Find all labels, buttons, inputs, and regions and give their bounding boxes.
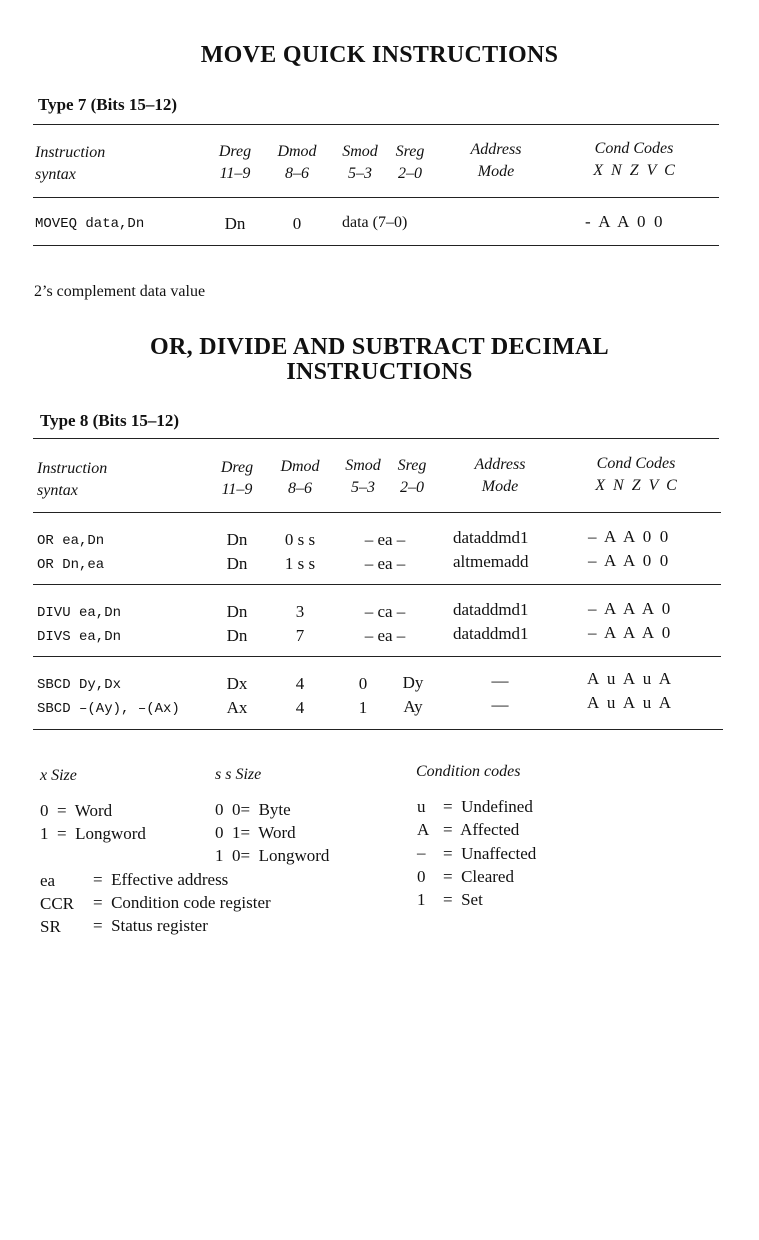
hdr-dmod: Dmod 8–6: [277, 143, 317, 182]
row-dmod: 0: [292, 214, 302, 233]
row-ea: – ea –: [364, 626, 406, 645]
row-sreg: Ay: [403, 697, 423, 716]
row-mode: —: [491, 695, 509, 714]
section1-note: 2’s complement data value: [34, 283, 206, 300]
section2-type-label: Type 8 (Bits 15–12): [40, 411, 179, 430]
row-dmod: 1 s s: [284, 554, 316, 573]
row-syntax: SBCD –(Ay), –(Ax): [37, 701, 180, 717]
hdr-sreg: Sreg 2–0: [397, 457, 427, 496]
row-cond: A u A u A: [587, 693, 672, 712]
row-smod: 1: [358, 698, 368, 717]
hdr-address-mode: Address Mode: [470, 141, 522, 180]
row-dmod: 0 s s: [284, 530, 316, 549]
row-mode: altmemadd: [453, 552, 529, 571]
row-cond: - A A 0 0: [585, 212, 663, 231]
hdr-address-mode: Address Mode: [474, 456, 526, 495]
legend-cond-key: u: [417, 797, 426, 816]
legend-sssize-heading: s s Size: [215, 766, 262, 783]
section2-rule-3: [33, 656, 721, 657]
hdr-smod: Smod 5–3: [345, 457, 381, 496]
row-syntax: DIVS ea,Dn: [37, 629, 122, 645]
row-mode: dataddmd1: [453, 624, 529, 643]
row-dreg: Dn: [224, 214, 246, 233]
hdr-cond-codes: Cond Codes X N Z V C: [595, 455, 677, 494]
legend-sssize-item: 1 0= Longword: [215, 846, 330, 865]
row-dreg: Dn: [226, 626, 248, 645]
section2-title-line2: INSTRUCTIONS: [286, 359, 473, 385]
row-mode: —: [491, 671, 509, 690]
hdr-instruction: Instruction syntax: [35, 144, 106, 183]
hdr-instruction: Instruction syntax: [37, 460, 108, 499]
row-cond: – A A A 0: [588, 623, 671, 642]
legend-abbrev-value: = Status register: [93, 916, 208, 935]
legend-xsize-item: 1 = Longword: [40, 824, 146, 843]
row-dmod: 4: [295, 698, 305, 717]
section1-title: MOVE QUICK INSTRUCTIONS: [200, 42, 559, 68]
row-dmod: 3: [295, 602, 305, 621]
legend-cond-key: 0: [417, 867, 426, 886]
hdr-dreg: Dreg 11–9: [218, 143, 252, 182]
row-dmod: 7: [295, 626, 305, 645]
hdr-dmod: Dmod 8–6: [280, 458, 320, 497]
row-cond: – A A 0 0: [588, 551, 669, 570]
row-dreg: Ax: [226, 698, 248, 717]
section1-rule-top: [33, 124, 719, 125]
legend-abbrev-value: = Condition code register: [93, 893, 271, 912]
legend-cond-key: 1: [417, 890, 426, 909]
legend-cond-value: = Undefined: [443, 797, 533, 816]
legend-cond-heading: Condition codes: [416, 763, 521, 780]
legend-cond-value: = Unaffected: [443, 844, 537, 863]
row-smod: 0: [358, 674, 368, 693]
row-syntax: OR Dn,ea: [37, 557, 105, 573]
legend-abbrev-key: CCR: [40, 894, 75, 913]
hdr-smod: Smod 5–3: [342, 143, 378, 182]
legend-xsize-heading: x Size: [40, 767, 77, 784]
row-dreg: Dn: [226, 554, 248, 573]
hdr-sreg: Sreg 2–0: [395, 143, 425, 182]
row-dreg: Dn: [226, 530, 248, 549]
row-dmod: 4: [295, 674, 305, 693]
section1-rule-mid: [33, 197, 719, 198]
row-cond: – A A A 0: [588, 599, 671, 618]
hdr-cond-codes: Cond Codes X N Z V C: [593, 140, 675, 179]
legend-cond-value: = Affected: [443, 820, 520, 839]
row-syntax: MOVEQ data,Dn: [35, 216, 145, 232]
row-cond: A u A u A: [587, 669, 672, 688]
section1-type-label: Type 7 (Bits 15–12): [38, 95, 177, 114]
section2-rule-top: [33, 438, 719, 439]
row-ea: – ea –: [364, 554, 406, 573]
section2-title-line1: OR, DIVIDE AND SUBTRACT DECIMAL: [150, 334, 609, 360]
legend-sssize-item: 0 1= Word: [215, 823, 296, 842]
row-ea: – ca –: [364, 602, 406, 621]
legend-cond-key: –: [417, 843, 426, 862]
section1-rule-bottom: [33, 245, 719, 246]
legend-cond-value: = Set: [443, 890, 483, 909]
row-ea: – ea –: [364, 530, 406, 549]
row-syntax: SBCD Dy,Dx: [37, 677, 122, 693]
hdr-dreg: Dreg 11–9: [220, 459, 254, 498]
legend-cond-value: = Cleared: [443, 867, 514, 886]
section2-rule-1: [33, 512, 721, 513]
row-sreg: Dy: [402, 673, 424, 692]
row-data-field: data (7–0): [342, 214, 408, 231]
row-syntax: OR ea,Dn: [37, 533, 105, 549]
section2-rule-2: [33, 584, 721, 585]
legend-xsize-item: 0 = Word: [40, 801, 113, 820]
row-dreg: Dx: [226, 674, 248, 693]
section2-rule-bottom: [33, 729, 723, 730]
legend-abbrev-key: SR: [40, 917, 61, 936]
row-dreg: Dn: [226, 602, 248, 621]
row-syntax: DIVU ea,Dn: [37, 605, 122, 621]
legend-sssize-item: 0 0= Byte: [215, 800, 291, 819]
legend-abbrev-key: ea: [40, 871, 56, 890]
legend-abbrev-value: = Effective address: [93, 870, 229, 889]
row-mode: dataddmd1: [453, 528, 529, 547]
row-cond: – A A 0 0: [588, 527, 669, 546]
legend-cond-key: A: [417, 820, 430, 839]
row-mode: dataddmd1: [453, 600, 529, 619]
